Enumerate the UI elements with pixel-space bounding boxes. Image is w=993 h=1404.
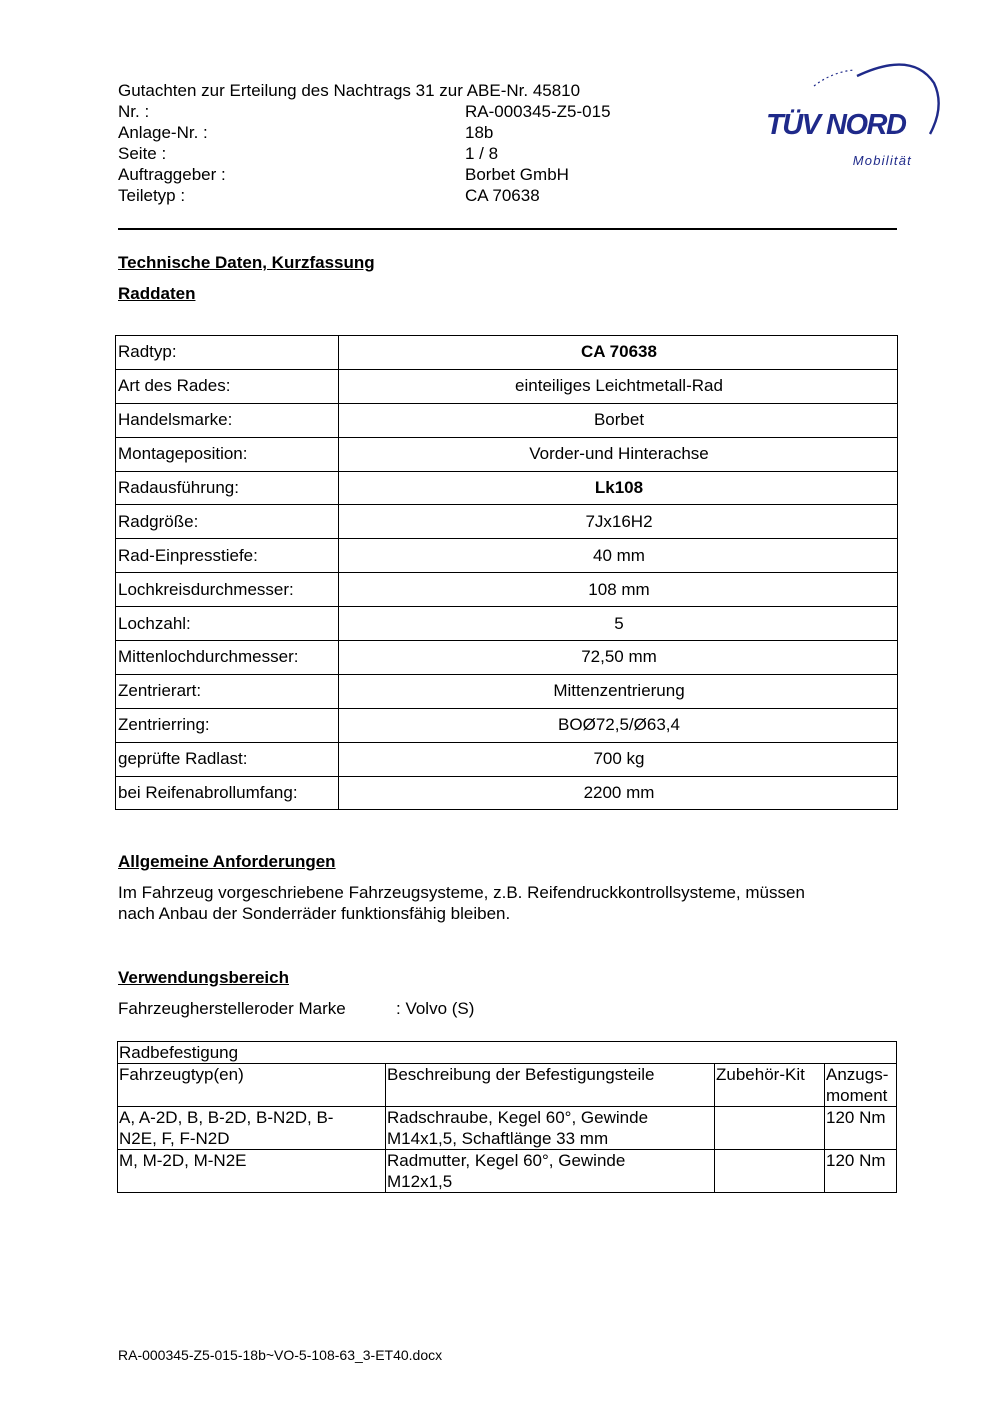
- row-value: 108 mm: [339, 573, 898, 607]
- table-row: [116, 708, 898, 742]
- header-torque-line-1: Anzugs-: [826, 1065, 889, 1084]
- header-row-anlage: [118, 122, 494, 143]
- row-value: einteiliges Leichtmetall-Rad: [339, 369, 898, 403]
- section-heading-raddaten: Raddaten: [118, 284, 196, 303]
- row-value: CA 70638: [339, 336, 898, 370]
- document-title: Gutachten zur Erteilung des Nachtrags 31 zur ABE-Nr. 45810: [118, 81, 581, 100]
- table-row: [116, 776, 898, 810]
- description-cell: [386, 1150, 715, 1193]
- row-label: geprüfte Radlast:: [116, 742, 339, 776]
- row-value: Mittenzentrierung: [339, 674, 898, 708]
- table-row: [116, 742, 898, 776]
- manufacturer-label: Fahrzeugherstelleroder Marke: [118, 999, 346, 1018]
- row-value: 7Jx16H2: [339, 505, 898, 539]
- table-row: [116, 607, 898, 641]
- table-row: [116, 437, 898, 471]
- manufacturer-value: : Volvo (S): [396, 999, 475, 1018]
- header-label: Nr. :: [118, 102, 150, 121]
- general-text-line-2: nach Anbau der Sonderräder funktionsfähig bleiben.: [118, 904, 511, 923]
- header-label: Auftraggeber :: [118, 165, 226, 184]
- general-text-line-1: Im Fahrzeug vorgeschriebene Fahrzeugsysteme, z.B. Reifendruckkontrollsysteme, müssen: [118, 883, 805, 902]
- table-row: [116, 336, 898, 370]
- row-label: Lochkreisdurchmesser:: [116, 573, 339, 607]
- row-value: Vorder-und Hinterachse: [339, 437, 898, 471]
- cell-line: Radschraube, Kegel 60°, Gewinde: [387, 1108, 649, 1127]
- row-label: Radausführung:: [116, 471, 339, 505]
- table-row: [116, 403, 898, 437]
- header-row-nr: [118, 101, 611, 122]
- row-value: 700 kg: [339, 742, 898, 776]
- vehicle-types-cell: [118, 1107, 386, 1150]
- row-label: Zentrierring:: [116, 708, 339, 742]
- cell-line: M, M-2D, M-N2E: [119, 1151, 247, 1170]
- header-value: Borbet GmbH: [465, 165, 569, 184]
- footer-filename: RA-000345-Z5-015-18b~VO-5-108-63_3-ET40.docx: [118, 1347, 443, 1363]
- cell-line: M12x1,5: [387, 1172, 453, 1191]
- table-row: [116, 505, 898, 539]
- row-value: 2200 mm: [339, 776, 898, 810]
- header-row-seite: [118, 143, 499, 164]
- row-label: Montageposition:: [116, 437, 339, 471]
- header-value: 1 / 8: [465, 144, 499, 163]
- table-row: [116, 674, 898, 708]
- table-row: [116, 641, 898, 675]
- row-label: Zentrierart:: [116, 674, 339, 708]
- cell-line: A, A-2D, B, B-2D, B-N2D, B-: [119, 1108, 334, 1127]
- row-value: BOØ72,5/Ø63,4: [339, 708, 898, 742]
- cell-line: Radmutter, Kegel 60°, Gewinde: [387, 1151, 626, 1170]
- wheel-data-table: [115, 335, 898, 810]
- row-label: bei Reifenabrollumfang:: [116, 776, 339, 810]
- section-heading-general: Allgemeine Anforderungen: [118, 852, 336, 871]
- tuev-nord-logo: [762, 58, 942, 173]
- header-value: RA-000345-Z5-015: [465, 102, 611, 121]
- header-torque-line-2: moment: [826, 1086, 888, 1105]
- header-label: Seite :: [118, 144, 167, 163]
- row-value: Borbet: [339, 403, 898, 437]
- mounting-table: [117, 1041, 897, 1193]
- accessory-kit-cell: [715, 1107, 825, 1150]
- header-row-teiletyp: [118, 185, 540, 206]
- table-title: Radbefestigung: [118, 1042, 897, 1064]
- header-value: CA 70638: [465, 186, 540, 205]
- description-cell: [386, 1107, 715, 1150]
- row-label: Rad-Einpresstiefe:: [116, 539, 339, 573]
- row-value: Lk108: [339, 471, 898, 505]
- header-accessory-kit: Zubehör-Kit: [715, 1064, 825, 1107]
- table-row: [116, 369, 898, 403]
- torque-cell: 120 Nm: [825, 1150, 897, 1193]
- header-vehicle-types: Fahrzeugtyp(en): [118, 1064, 386, 1107]
- row-label: Radgröße:: [116, 505, 339, 539]
- vehicle-types-cell: [118, 1150, 386, 1193]
- section-heading-technical: Technische Daten, Kurzfassung: [118, 253, 375, 272]
- table-row: [118, 1150, 897, 1193]
- torque-cell: 120 Nm: [825, 1107, 897, 1150]
- accessory-kit-cell: [715, 1150, 825, 1193]
- header-divider: [118, 228, 897, 230]
- table-title-row: [118, 1042, 897, 1064]
- header-row-auftraggeber: [118, 164, 569, 185]
- header-description: Beschreibung der Befestigungsteile: [386, 1064, 715, 1107]
- header-label: Anlage-Nr. :: [118, 123, 208, 142]
- row-value: 5: [339, 607, 898, 641]
- table-header-row: [118, 1064, 897, 1107]
- cell-line: M14x1,5, Schaftlänge 33 mm: [387, 1129, 609, 1148]
- section-heading-usage: Verwendungsbereich: [118, 968, 289, 987]
- logo-brand-text: TÜV NORD: [766, 109, 906, 141]
- row-label: Mittenlochdurchmesser:: [116, 641, 339, 675]
- row-label: Handelsmarke:: [116, 403, 339, 437]
- row-label: Radtyp:: [116, 336, 339, 370]
- header-torque: [825, 1064, 897, 1107]
- cell-line: N2E, F, F-N2D: [119, 1129, 230, 1148]
- table-row: [116, 573, 898, 607]
- table-row: [116, 471, 898, 505]
- table-row: [118, 1107, 897, 1150]
- table-row: [116, 539, 898, 573]
- logo-subtitle-text: Mobilität: [852, 153, 912, 168]
- row-value: 40 mm: [339, 539, 898, 573]
- header-label: Teiletyp :: [118, 186, 186, 205]
- row-value: 72,50 mm: [339, 641, 898, 675]
- row-label: Lochzahl:: [116, 607, 339, 641]
- header-value: 18b: [465, 123, 494, 142]
- row-label: Art des Rades:: [116, 369, 339, 403]
